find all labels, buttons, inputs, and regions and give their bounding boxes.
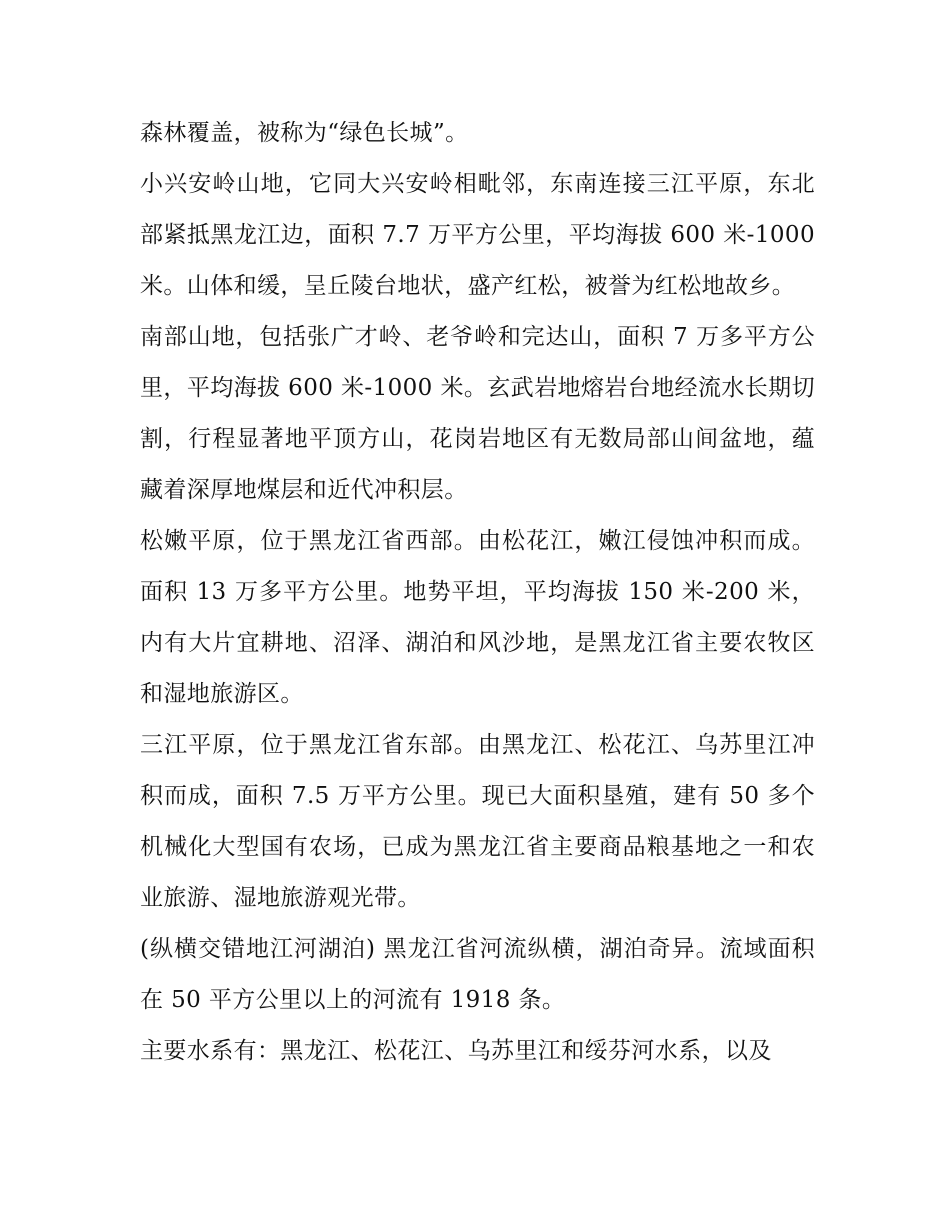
paragraph-southern-mountains: 南部山地，包括张广才岭、老爷岭和完达山，面积 7 万多平方公里，平均海拔 600 米-1000 米。玄武岩地熔岩台地经流水长期切割，行程显著地平顶方山，花岗岩地区有无数局部山间盆地，蕴藏着深厚地煤层和近代冲积层。 [140, 324, 815, 503]
paragraph-forest-cover: 森林覆盖，被称为“绿色长城”。 [140, 120, 469, 146]
document-body [140, 108, 815, 1077]
paragraph-sanjiang-plain: 三江平原，位于黑龙江省东部。由黑龙江、松花江、乌苏里江冲积而成，面积 7.5 万平方公里。现已大面积垦殖，建有 50 多个机械化大型国有农场，已成为黑龙江省主要商品粮基地之一和农业旅游、湿地旅游观光带。 [140, 732, 815, 911]
paragraph-water-systems: 主要水系有：黑龙江、松花江、乌苏里江和绥芬河水系，以及 [140, 1038, 772, 1064]
paragraph-xiaoxinganling: 小兴安岭山地，它同大兴安岭相毗邻，东南连接三江平原，东北部紧抵黑龙江边，面积 7.7 万平方公里，平均海拔 600 米-1000 米。山体和缓，呈丘陵台地状，盛产红松，被誉为红松地故乡。 [140, 171, 815, 299]
paragraph-songnen-plain: 松嫩平原，位于黑龙江省西部。由松花江，嫩江侵蚀冲积而成。面积 13 万多平方公里。地势平坦，平均海拔 150 米-200 米，内有大片宜耕地、沼泽、湖泊和风沙地，是黑龙江省主要农牧区和湿地旅游区。 [140, 528, 815, 707]
paragraph-rivers-lakes: (纵横交错地江河湖泊) 黑龙江省河流纵横，湖泊奇异。流域面积在 50 平方公里以上的河流有 1918 条。 [140, 936, 815, 1013]
